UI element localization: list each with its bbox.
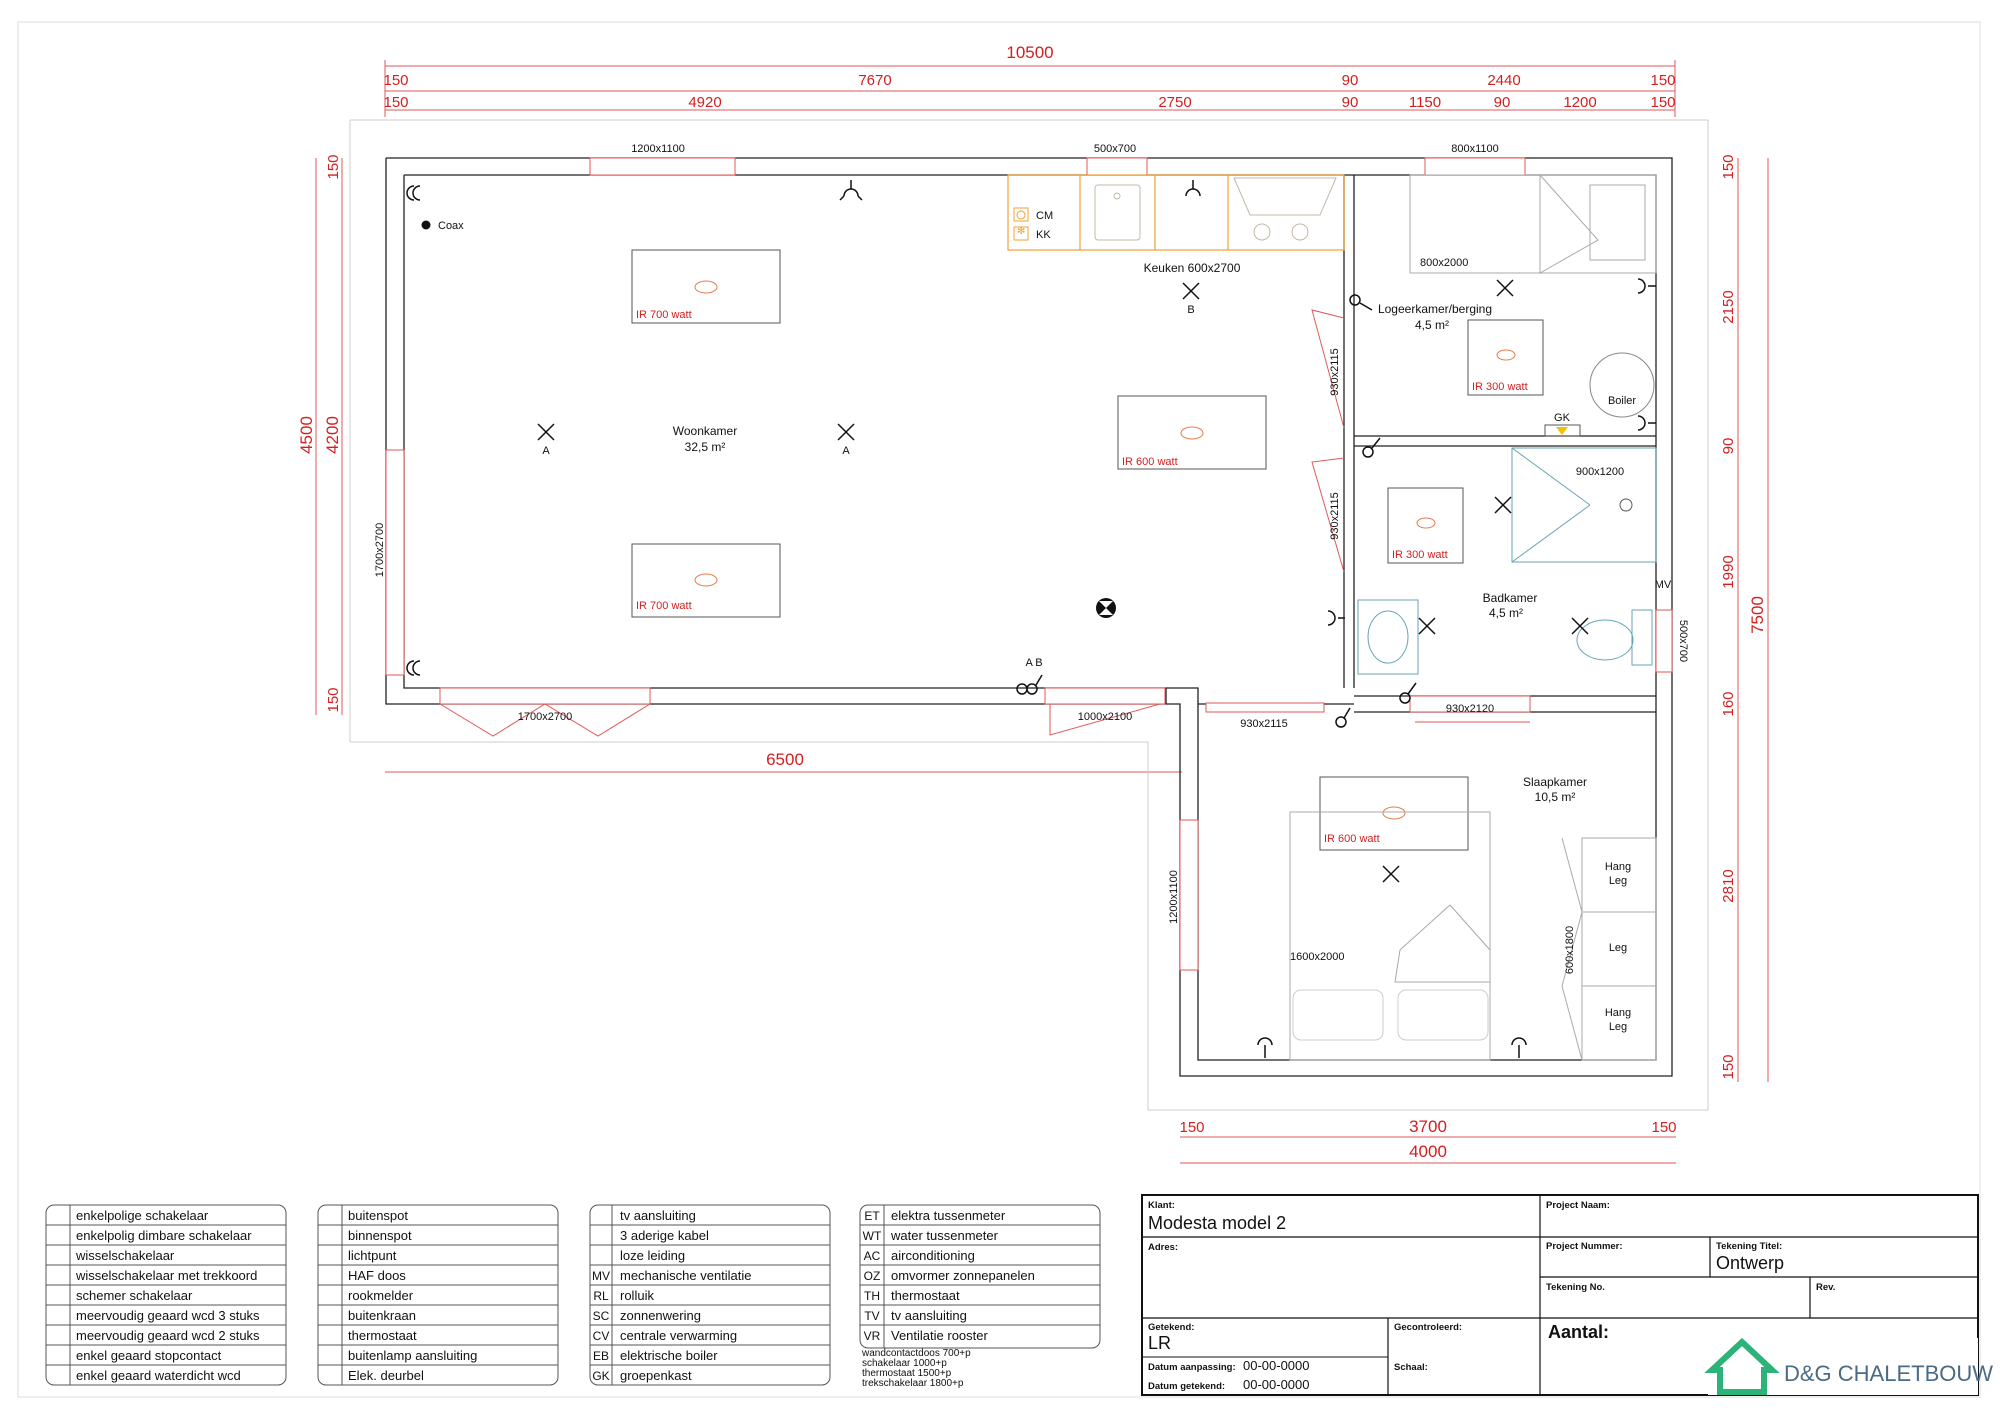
- dim-br-total: 4000: [1409, 1142, 1447, 1161]
- room-logeer-area: 4,5 m²: [1414, 318, 1450, 332]
- tb-rev-label: Rev.: [1816, 1282, 1836, 1293]
- bottom-left-dimension: [385, 750, 1182, 772]
- tb-aanpassing-label: Datum aanpassing:: [1148, 1362, 1236, 1373]
- label-b: B: [1187, 304, 1195, 316]
- heater-4-label: IR 300 watt: [1472, 381, 1528, 393]
- socket-icon: [1638, 279, 1656, 293]
- legend-c2-1: binnenspot: [348, 1228, 412, 1243]
- dim-top2-4: 150: [1650, 72, 1676, 89]
- room-keuken-name: Keuken 600x2700: [1143, 261, 1241, 275]
- tb-datum-getekend-label: Datum getekend:: [1148, 1381, 1226, 1392]
- tb-datum-getekend-value: 00-00-0000: [1243, 1377, 1310, 1392]
- tb-getekend-label: Getekend:: [1148, 1322, 1195, 1333]
- tb-schaal-label: Schaal:: [1394, 1362, 1428, 1373]
- heater-3-label: IR 600 watt: [1122, 456, 1178, 468]
- mv-label: MV: [1654, 579, 1672, 591]
- legend-note-3: trekschakelaar 1800+p: [862, 1378, 964, 1389]
- legend-c3-6: centrale verwarming: [620, 1328, 738, 1343]
- tb-aanpassing-value: 00-00-0000: [1243, 1358, 1310, 1373]
- legend-c1-1: enkelpolig dimbare schakelaar: [76, 1228, 252, 1243]
- legend-c4-5: tv aansluiting: [891, 1308, 967, 1323]
- tb-getekend-value: LR: [1148, 1333, 1172, 1353]
- socket-icon: [1638, 416, 1656, 430]
- lichtpunt-icon: [538, 424, 554, 440]
- electrical-symbol-labels: [422, 220, 1195, 669]
- tb-tekening-no-label: Tekening No.: [1546, 1282, 1605, 1293]
- legend-c4-code-4: TH: [864, 1289, 880, 1303]
- opening-w2: 500x700: [1093, 143, 1137, 155]
- legend-c2-5: buitenkraan: [348, 1308, 416, 1323]
- opening-d4: 930x2115: [1329, 492, 1341, 540]
- dim-top3-3: 90: [1341, 94, 1359, 111]
- label-a-1: A: [542, 445, 550, 457]
- lichtpunt-icon: [1419, 618, 1435, 634]
- legend: [46, 1205, 1100, 1389]
- socket-icon: [1258, 1038, 1272, 1058]
- dim-br-0: 150: [1179, 1119, 1205, 1136]
- legend-c1-7: enkel geaard stopcontact: [76, 1348, 222, 1363]
- wardrobe-leg2: Leg: [1608, 942, 1628, 954]
- switch-icon: [1336, 708, 1350, 727]
- legend-c3-code-8: GK: [592, 1369, 610, 1383]
- legend-c2-6: thermostaat: [348, 1328, 417, 1343]
- title-block: [1142, 1195, 1993, 1395]
- room-woonkamer-name: Woonkamer: [672, 424, 738, 438]
- room-logeer-name: Logeerkamer/berging: [1377, 302, 1493, 316]
- opening-d5: 930x2120: [1445, 703, 1495, 715]
- boiler-label: Boiler: [1607, 395, 1637, 407]
- dim-top3-1: 4920: [688, 94, 722, 111]
- legend-c1-6: meervoudig geaard wcd 2 stuks: [76, 1328, 260, 1343]
- dim-top3-2: 2750: [1158, 94, 1192, 111]
- dim-right-0: 150: [1720, 154, 1737, 180]
- legend-c3-1: 3 aderige kabel: [620, 1228, 709, 1243]
- dim-br-1: 3700: [1409, 1117, 1447, 1136]
- socket-icon: [407, 186, 420, 200]
- legend-c4-3: omvormer zonnepanelen: [891, 1268, 1035, 1283]
- legend-c3-5: zonnenwering: [620, 1308, 701, 1323]
- bottom-right-dimensions: [1179, 1117, 1676, 1163]
- wardrobe-hang1: Hang: [1604, 861, 1632, 873]
- socket-icon: [1512, 1038, 1526, 1058]
- lichtpunt-icon: [1497, 280, 1513, 296]
- legend-c1-8: enkel geaard waterdicht wcd: [76, 1368, 241, 1383]
- heater-1-label: IR 700 watt: [636, 309, 692, 321]
- room-slaapkamer-name: Slaapkamer: [1522, 775, 1588, 789]
- tb-klant-label: Klant:: [1148, 1200, 1175, 1211]
- dim-left-inner: 4200: [323, 416, 342, 454]
- legend-note-1: schakelaar 1000+p: [862, 1358, 947, 1369]
- lichtpunt-icon: [1183, 283, 1199, 299]
- tb-project-naam-label: Project Naam:: [1546, 1200, 1610, 1211]
- label-ab: A B: [1025, 657, 1043, 669]
- kitchen-kk-label: KK: [1036, 229, 1051, 241]
- legend-c4-0: elektra tussenmeter: [891, 1208, 1006, 1223]
- legend-c3-7: elektrische boiler: [620, 1348, 718, 1363]
- legend-c3-8: groepenkast: [620, 1368, 692, 1383]
- lichtpunt-icon: [1383, 866, 1399, 882]
- dim-top2-1: 7670: [858, 72, 892, 89]
- legend-c4-6: Ventilatie rooster: [891, 1328, 988, 1343]
- switch-icon: [1363, 438, 1380, 457]
- dim-top2-0: 150: [383, 72, 409, 89]
- socket-icon: [1186, 180, 1200, 196]
- tb-project-nummer-label: Project Nummer:: [1546, 1241, 1623, 1252]
- legend-c3-code-7: EB: [592, 1349, 610, 1363]
- dim-left-outer: 4500: [297, 416, 316, 454]
- legend-c4-1: water tussenmeter: [891, 1228, 998, 1243]
- room-slaapkamer-area: 10,5 m²: [1534, 790, 1576, 804]
- dim-left-bottom: 150: [325, 687, 342, 713]
- coax-label: Coax: [438, 220, 464, 232]
- dim-right-3: 1990: [1720, 555, 1737, 589]
- opening-w1: 1200x1100: [631, 143, 685, 155]
- legend-c2-4: rookmelder: [348, 1288, 414, 1303]
- legend-c4-code-5: TV: [864, 1309, 880, 1323]
- legend-c4-code-2: AC: [863, 1249, 881, 1263]
- legend-c2-2: lichtpunt: [348, 1248, 397, 1263]
- tb-klant-value: Modesta model 2: [1148, 1213, 1287, 1233]
- heater-2-label: IR 700 watt: [636, 600, 692, 612]
- legend-c4-code-6: VR: [863, 1329, 881, 1343]
- opening-w5: 1700x2700: [517, 711, 573, 723]
- dim-top3-6: 1200: [1563, 94, 1597, 111]
- legend-c4-code-1: WT: [862, 1229, 882, 1243]
- dim-total-width: 10500: [1006, 43, 1054, 62]
- opening-w7: 500x700: [1677, 619, 1689, 663]
- legend-c3-code-6: CV: [592, 1329, 610, 1343]
- socket-icon: [840, 180, 862, 200]
- top-dimensions: [383, 43, 1675, 117]
- dim-bottom-left: 6500: [766, 750, 804, 769]
- legend-c1-4: schemer schakelaar: [76, 1288, 193, 1303]
- openings: [374, 143, 1689, 970]
- shower-label: 900x1200: [1575, 466, 1625, 478]
- legend-c3-0: tv aansluiting: [620, 1208, 696, 1223]
- dim-right-total: 7500: [1748, 596, 1767, 634]
- heater-6-label: IR 600 watt: [1324, 833, 1380, 845]
- right-dimensions: [1720, 154, 1768, 1082]
- tb-tekening-titel-value: Ontwerp: [1716, 1253, 1785, 1273]
- tb-aantal-label: Aantal:: [1548, 1322, 1610, 1342]
- wardrobe-hang3: Hang: [1604, 1007, 1632, 1019]
- wardrobe-leg3: Leg: [1608, 1021, 1628, 1033]
- gk-label: GK: [1554, 412, 1570, 424]
- dim-right-6: 150: [1720, 1054, 1737, 1080]
- tb-gecontroleerd-label: Gecontroleerd:: [1394, 1322, 1463, 1333]
- legend-c3-code-4: RL: [593, 1289, 609, 1303]
- wardrobe-leg1: Leg: [1608, 875, 1628, 887]
- logo-text: D&G CHALETBOUW: [1784, 1361, 1994, 1386]
- label-a-2: A: [842, 445, 850, 457]
- socket-icon: [407, 661, 420, 675]
- opening-d1: 1000x2100: [1077, 711, 1133, 723]
- dim-top3-0: 150: [383, 94, 409, 111]
- dim-right-2: 90: [1720, 437, 1737, 455]
- legend-c2-3: HAF doos: [348, 1268, 406, 1283]
- legend-c3-2: loze leiding: [620, 1248, 686, 1263]
- opening-d2: 930x2115: [1240, 718, 1288, 730]
- dim-top2-3: 2440: [1487, 72, 1521, 89]
- dim-top3-4: 1150: [1408, 94, 1442, 111]
- legend-c3-code-5: SC: [592, 1309, 610, 1323]
- left-dimensions: [297, 154, 342, 715]
- legend-c4-code-3: OZ: [863, 1269, 881, 1283]
- socket-icon: [1328, 611, 1345, 625]
- dim-top3-7: 150: [1650, 94, 1676, 111]
- lichtpunt-icon: [838, 424, 854, 440]
- company-logo: [1708, 1338, 1993, 1395]
- slaap-bed-label: 1600x2000: [1290, 951, 1345, 963]
- legend-c3-3: mechanische ventilatie: [620, 1268, 752, 1283]
- rookmelder-icon: [1096, 598, 1116, 618]
- dim-br-2: 150: [1651, 1119, 1677, 1136]
- dim-right-1: 2150: [1720, 290, 1737, 324]
- legend-c3-4: rolluik: [620, 1288, 654, 1303]
- snowflake-icon: ✻: [1017, 226, 1026, 237]
- legend-c2-7: buitenlamp aansluiting: [348, 1348, 478, 1363]
- tb-adres-label: Adres:: [1148, 1242, 1179, 1253]
- legend-c2-0: buitenspot: [348, 1208, 408, 1223]
- room-woonkamer-area: 32,5 m²: [684, 440, 726, 454]
- dim-right-5: 2810: [1720, 869, 1737, 903]
- room-badkamer-name: Badkamer: [1482, 591, 1538, 605]
- switch-icon: [1017, 675, 1042, 694]
- legend-c4-code-0: ET: [864, 1209, 880, 1223]
- dim-top2-2: 90: [1341, 72, 1359, 89]
- coax-dot-icon: [422, 221, 431, 230]
- kitchen-counter: [1008, 175, 1344, 250]
- heater-5-label: IR 300 watt: [1392, 549, 1448, 561]
- legend-c4-2: airconditioning: [891, 1248, 975, 1263]
- opening-w6: 1200x1100: [1168, 870, 1180, 924]
- legend-note-2: thermostaat 1500+p: [862, 1368, 952, 1379]
- tb-tekening-titel-label: Tekening Titel:: [1716, 1241, 1783, 1252]
- legend-note-0: wandcontactdoos 700+p: [862, 1348, 971, 1359]
- opening-d3: 930x2115: [1329, 348, 1341, 396]
- legend-c1-0: enkelpolige schakelaar: [76, 1208, 209, 1223]
- lichtpunt-icon: [1495, 497, 1511, 513]
- logeer-bed-label: 800x2000: [1420, 257, 1469, 269]
- dim-top3-5: 90: [1493, 94, 1511, 111]
- kitchen-cm-label: CM: [1036, 210, 1054, 222]
- opening-w4: 1700x2700: [374, 522, 386, 578]
- dim-right-4: 160: [1720, 691, 1737, 717]
- opening-w3: 800x1100: [1451, 143, 1499, 155]
- legend-c2-8: Elek. deurbel: [348, 1368, 424, 1383]
- legend-c1-3: wisselschakelaar met trekkoord: [76, 1268, 258, 1283]
- sheet-border: [18, 22, 1980, 1397]
- legend-c4-4: thermostaat: [891, 1288, 960, 1303]
- dim-left-top: 150: [325, 154, 342, 180]
- room-badkamer-area: 4,5 m²: [1488, 606, 1524, 620]
- wardrobe-label: 600x1800: [1564, 925, 1576, 975]
- legend-c1-5: meervoudig geaard wcd 3 stuks: [76, 1308, 260, 1323]
- legend-c3-code-3: MV: [592, 1269, 610, 1283]
- legend-c1-2: wisselschakelaar: [76, 1248, 175, 1263]
- switch-icon: [1350, 295, 1372, 310]
